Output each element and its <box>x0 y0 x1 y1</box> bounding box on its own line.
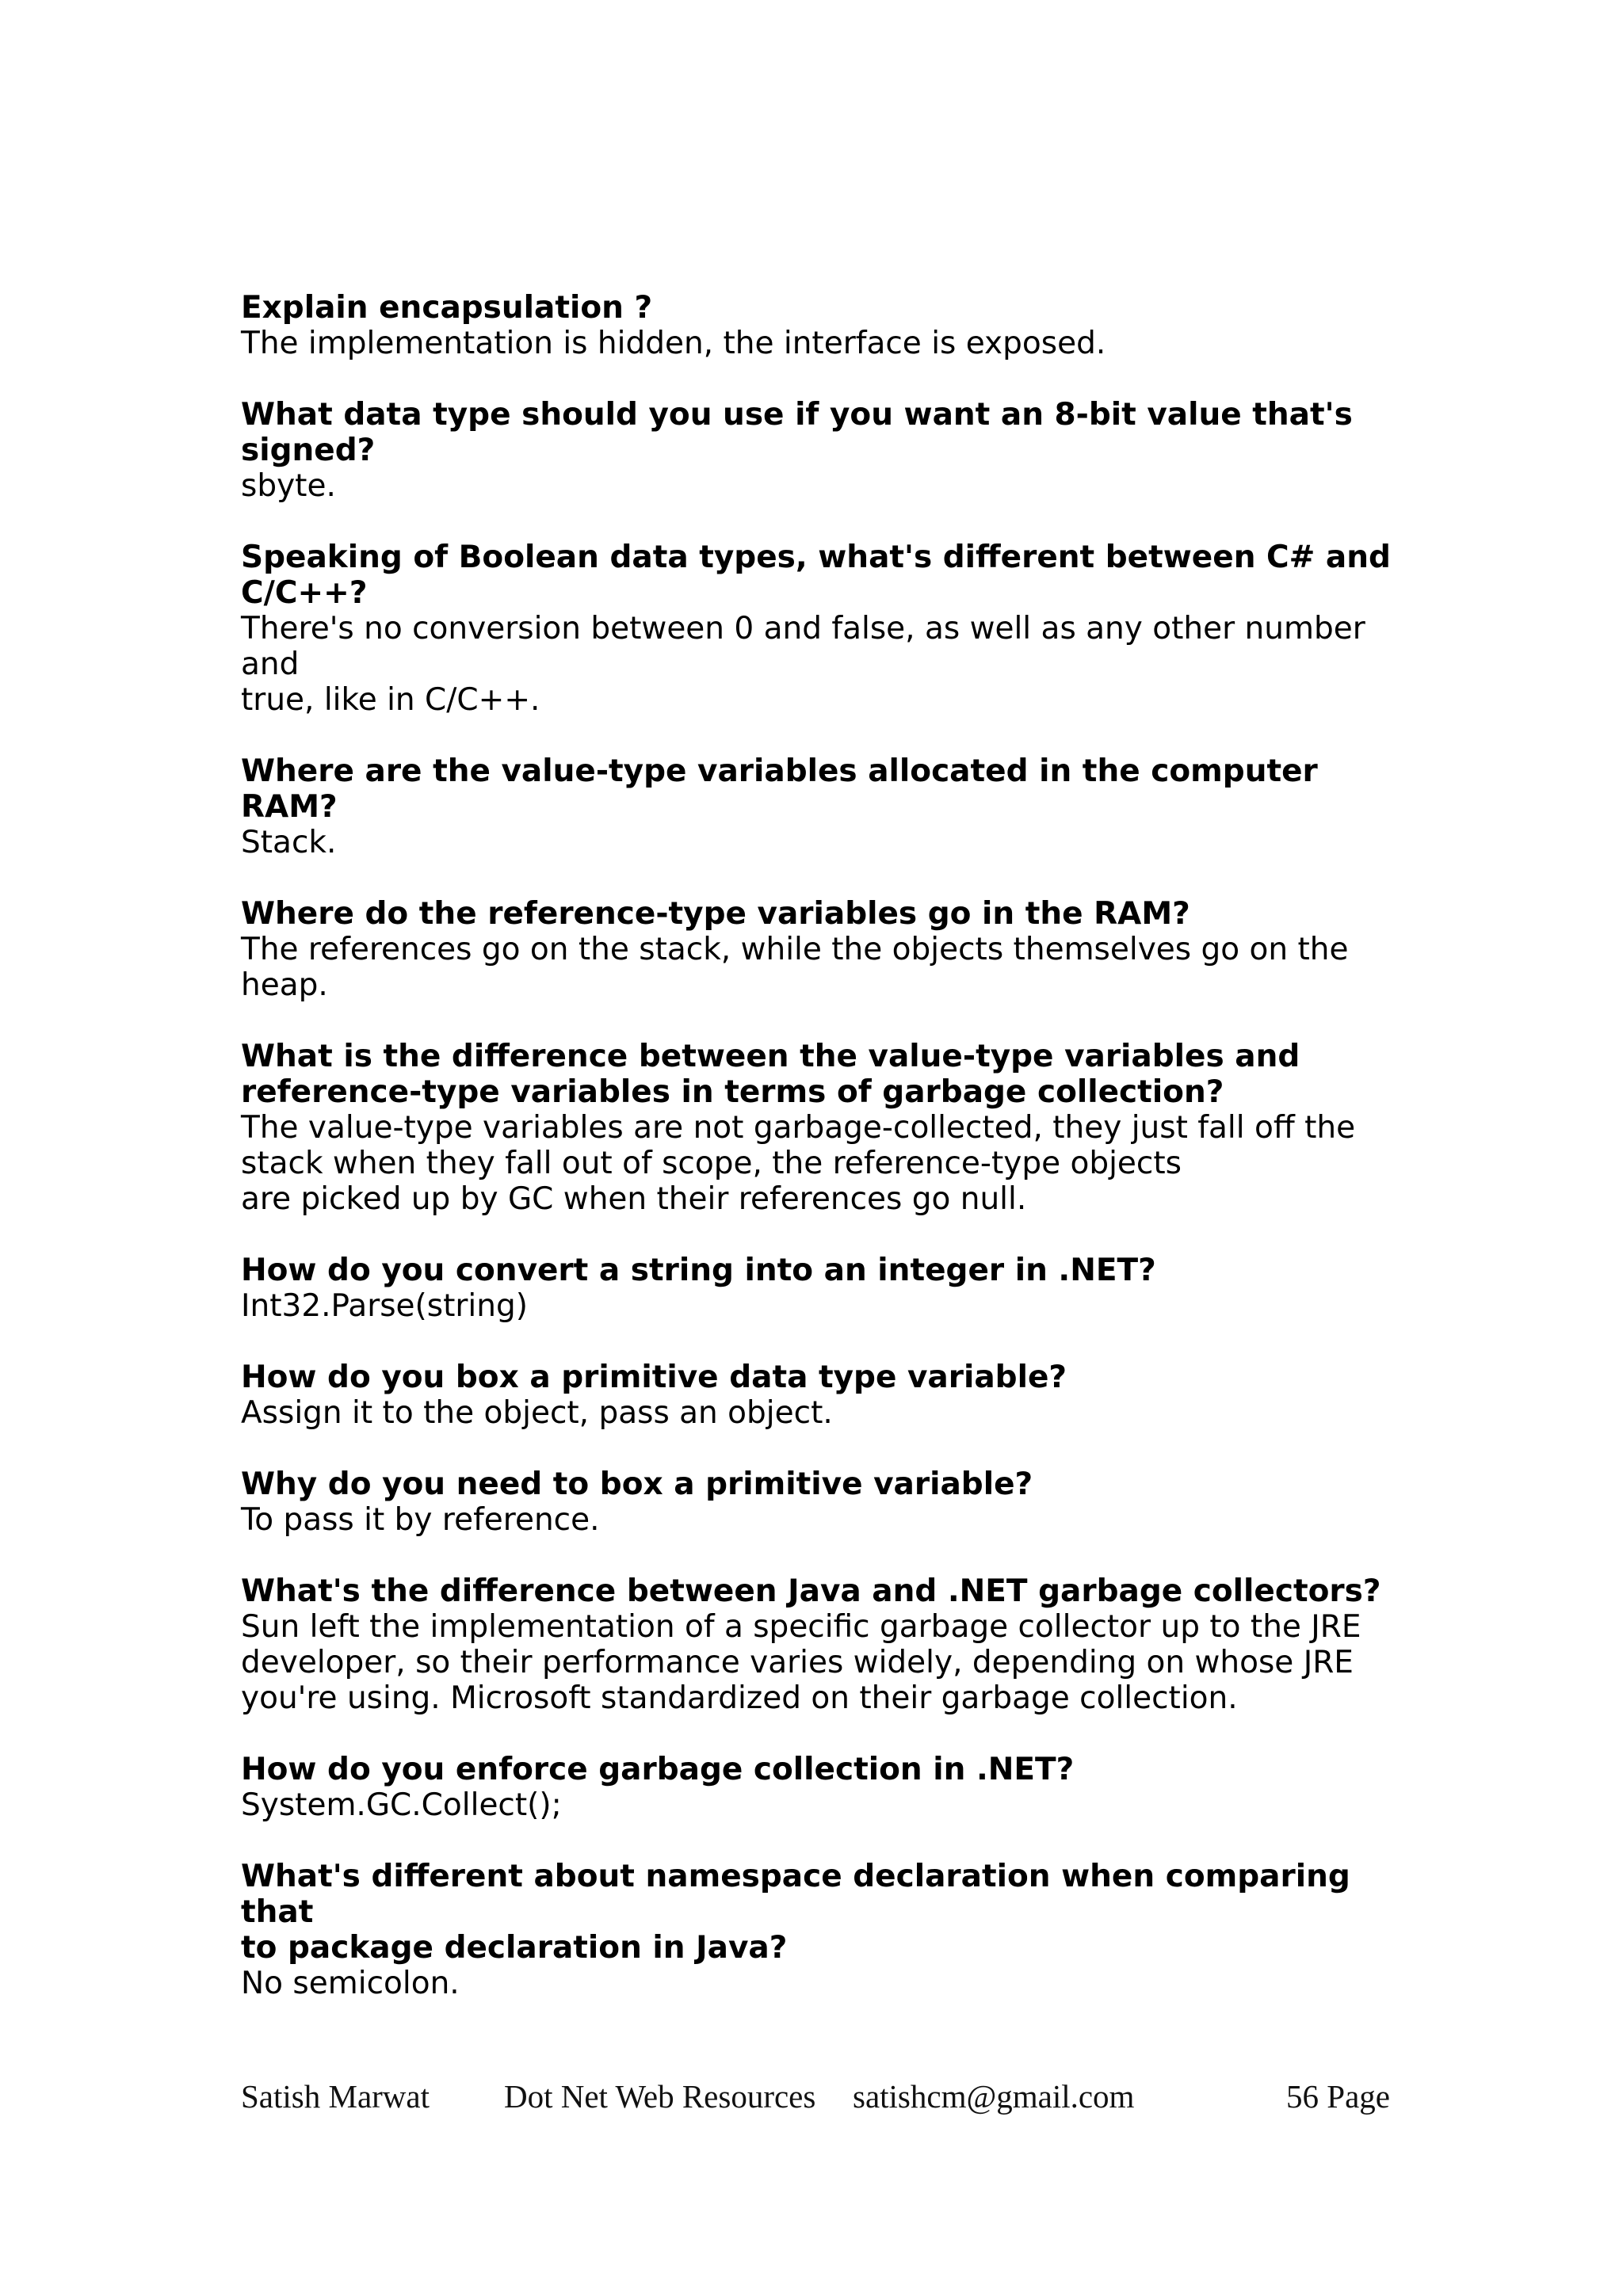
qa-item <box>241 290 1406 361</box>
qa-item <box>241 896 1406 1003</box>
question: What's the difference between Java and .NET garbage collectors? <box>241 1573 1381 1609</box>
answer: No semicolon. <box>241 1966 460 2001</box>
question: Speaking of Boolean data types, what's different between C# and C/C++? <box>241 540 1391 611</box>
footer-author: Satish Marwat <box>241 2078 430 2115</box>
question: Where do the reference-type variables go in the RAM? <box>241 896 1190 932</box>
answer: Sun left the implementation of a specific garbage collector up to the JRE developer, so their performance varies widely, depending on whose JRE you're using. Microsoft standardized on their garbage collection. <box>241 1609 1361 1716</box>
qa-item <box>241 397 1406 504</box>
question: Why do you need to box a primitive variable? <box>241 1466 1033 1502</box>
answer: The references go on the stack, while the objects themselves go on the heap. <box>241 932 1349 1003</box>
page-footer <box>241 2077 1390 2117</box>
answer: System.GC.Collect(); <box>241 1787 562 1823</box>
qa-item <box>241 1253 1406 1324</box>
qa-item <box>241 1360 1406 1431</box>
qa-item <box>241 1039 1406 1217</box>
qa-item <box>241 1466 1406 1538</box>
question: Where are the value-type variables allocated in the computer RAM? <box>241 753 1318 825</box>
question: What is the difference between the value-type variables and reference-type variables in terms of garbage collection? <box>241 1039 1300 1110</box>
qa-item <box>241 1752 1406 1823</box>
answer: To pass it by reference. <box>241 1502 600 1538</box>
answer: Assign it to the object, pass an object. <box>241 1395 833 1431</box>
answer: There's no conversion between 0 and false, as well as any other number and true, like in C/C++. <box>241 611 1365 718</box>
footer-site: Dot Net Web Resources <box>504 2078 816 2115</box>
question: Explain encapsulation ? <box>241 290 653 326</box>
answer: Int32.Parse(string) <box>241 1288 528 1324</box>
answer: The implementation is hidden, the interface is exposed. <box>241 326 1106 361</box>
qa-item <box>241 540 1406 718</box>
qa-list <box>241 290 1406 2037</box>
qa-item <box>241 753 1406 860</box>
question: What data type should you use if you want an 8-bit value that's signed? <box>241 397 1353 468</box>
qa-item <box>241 1573 1406 1716</box>
answer: The value-type variables are not garbage-collected, they just fall off the stack when they fall out of scope, the reference-type objects are picked up by GC when their references go null. <box>241 1110 1356 1217</box>
qa-item <box>241 1859 1406 2001</box>
question: How do you enforce garbage collection in .NET? <box>241 1752 1075 1787</box>
question: What's different about namespace declaration when comparing that to package declaration in Java? <box>241 1859 1350 1966</box>
answer: sbyte. <box>241 468 336 504</box>
answer: Stack. <box>241 825 337 860</box>
footer-email: satishcm@gmail.com <box>853 2078 1135 2115</box>
question: How do you box a primitive data type variable? <box>241 1360 1067 1395</box>
question: How do you convert a string into an integer in .NET? <box>241 1253 1156 1288</box>
footer-page-number: 56 Page <box>1286 2078 1390 2115</box>
